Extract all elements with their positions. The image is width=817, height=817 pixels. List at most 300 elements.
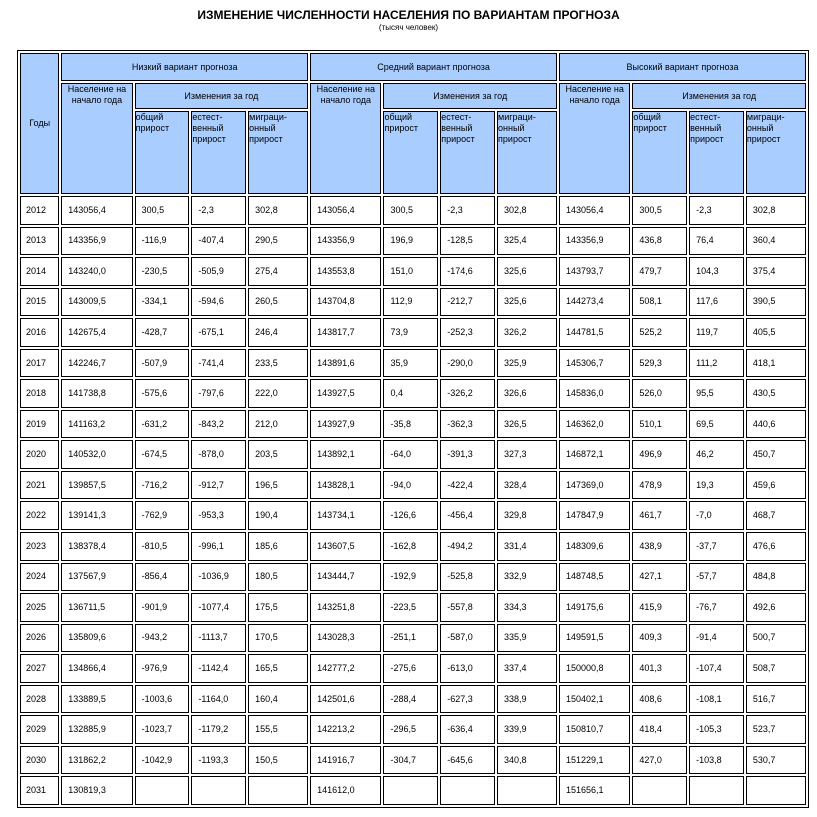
mid-natural-cell: -252,3: [440, 318, 495, 347]
high-natural-cell: [689, 776, 744, 805]
table-row: [20, 379, 806, 408]
low-total-cell: -674,5: [135, 440, 190, 469]
high-migration-cell: 492,6: [746, 593, 806, 622]
year-cell: 2031: [20, 776, 59, 805]
mid-natural-cell: -525,8: [440, 563, 495, 592]
low-natural-cell: -912,7: [191, 471, 246, 500]
high-migration-cell: 508,7: [746, 654, 806, 683]
low-population-cell: 138378,4: [61, 532, 132, 561]
low-total-cell: -762,9: [135, 501, 190, 530]
low-migration-cell: [248, 776, 308, 805]
table-row: [20, 196, 806, 225]
high-natural-cell: -2,3: [689, 196, 744, 225]
year-cell: 2018: [20, 379, 59, 408]
high-population-cell: 148309,6: [559, 532, 630, 561]
year-cell: 2012: [20, 196, 59, 225]
high-total-cell: 479,7: [632, 257, 687, 286]
low-migration-header: миграци-онный прирост: [248, 111, 308, 194]
high-natural-cell: 111,2: [689, 349, 744, 378]
high-variant-header: Высокий вариант прогноза: [559, 53, 806, 81]
high-migration-cell: 440,6: [746, 410, 806, 439]
low-population-cell: 143240,0: [61, 257, 132, 286]
mid-total-cell: -275,6: [383, 654, 438, 683]
high-migration-cell: 523,7: [746, 715, 806, 744]
mid-population-cell: 142501,6: [310, 685, 381, 714]
high-natural-cell: -7,0: [689, 501, 744, 530]
high-population-cell: 151656,1: [559, 776, 630, 805]
low-natural-cell: -1164,0: [191, 685, 246, 714]
mid-migration-cell: 325,6: [497, 257, 557, 286]
high-migration-cell: 302,8: [746, 196, 806, 225]
mid-migration-cell: 327,3: [497, 440, 557, 469]
low-total-cell: -1003,6: [135, 685, 190, 714]
year-cell: 2023: [20, 532, 59, 561]
years-header: Годы: [20, 53, 59, 194]
high-total-header: общий прирост: [632, 111, 687, 194]
high-natural-cell: 119,7: [689, 318, 744, 347]
high-population-cell: 145836,0: [559, 379, 630, 408]
high-migration-cell: 418,1: [746, 349, 806, 378]
low-total-cell: -856,4: [135, 563, 190, 592]
mid-natural-cell: -587,0: [440, 624, 495, 653]
high-migration-cell: 530,7: [746, 746, 806, 775]
forecast-table-frame: [17, 50, 809, 808]
high-population-header: Население на начало года: [559, 83, 630, 194]
low-migration-cell: 160,4: [248, 685, 308, 714]
high-natural-cell: 104,3: [689, 257, 744, 286]
high-population-cell: 143793,7: [559, 257, 630, 286]
mid-natural-cell: [440, 776, 495, 805]
mid-natural-cell: -391,3: [440, 440, 495, 469]
year-cell: 2014: [20, 257, 59, 286]
low-total-cell: -976,9: [135, 654, 190, 683]
high-migration-cell: 516,7: [746, 685, 806, 714]
low-population-cell: 136711,5: [61, 593, 132, 622]
year-cell: 2017: [20, 349, 59, 378]
table-row: [20, 685, 806, 714]
low-migration-cell: 150,5: [248, 746, 308, 775]
low-population-cell: 143009,5: [61, 288, 132, 317]
table-row: [20, 624, 806, 653]
table-row: [20, 776, 806, 805]
mid-migration-cell: 325,6: [497, 288, 557, 317]
table-body: [20, 196, 806, 805]
low-total-cell: -507,9: [135, 349, 190, 378]
mid-natural-cell: -636,4: [440, 715, 495, 744]
mid-migration-cell: 337,4: [497, 654, 557, 683]
mid-migration-cell: 339,9: [497, 715, 557, 744]
mid-natural-cell: -128,5: [440, 227, 495, 256]
table-row: [20, 471, 806, 500]
low-population-cell: 143056,4: [61, 196, 132, 225]
low-population-cell: 141738,8: [61, 379, 132, 408]
year-cell: 2016: [20, 318, 59, 347]
mid-migration-cell: 326,5: [497, 410, 557, 439]
low-population-cell: 140532,0: [61, 440, 132, 469]
table-row: [20, 227, 806, 256]
mid-population-cell: 143356,9: [310, 227, 381, 256]
low-migration-cell: 190,4: [248, 501, 308, 530]
high-natural-cell: -76,7: [689, 593, 744, 622]
high-total-cell: 409,3: [632, 624, 687, 653]
high-migration-cell: [746, 776, 806, 805]
low-total-cell: 300,5: [135, 196, 190, 225]
table-row: [20, 746, 806, 775]
low-migration-cell: 212,0: [248, 410, 308, 439]
mid-migration-cell: 338,9: [497, 685, 557, 714]
high-population-cell: 146362,0: [559, 410, 630, 439]
mid-population-cell: 143251,8: [310, 593, 381, 622]
year-cell: 2027: [20, 654, 59, 683]
mid-natural-cell: -456,4: [440, 501, 495, 530]
mid-migration-cell: 329,8: [497, 501, 557, 530]
high-population-cell: 150402,1: [559, 685, 630, 714]
mid-natural-cell: -613,0: [440, 654, 495, 683]
high-migration-header: миграци-онный прирост: [746, 111, 806, 194]
low-total-cell: -428,7: [135, 318, 190, 347]
mid-migration-cell: 340,8: [497, 746, 557, 775]
low-total-cell: -716,2: [135, 471, 190, 500]
low-natural-cell: [191, 776, 246, 805]
mid-changes-header: Изменения за год: [383, 83, 557, 109]
table-row: [20, 715, 806, 744]
low-natural-cell: -741,4: [191, 349, 246, 378]
low-population-header: Население на начало года: [61, 83, 132, 194]
mid-total-cell: -192,9: [383, 563, 438, 592]
mid-population-cell: 143891,6: [310, 349, 381, 378]
year-cell: 2030: [20, 746, 59, 775]
mid-migration-cell: 325,4: [497, 227, 557, 256]
mid-natural-header: естест-венный прирост: [440, 111, 495, 194]
high-natural-cell: 19,3: [689, 471, 744, 500]
low-total-cell: -631,2: [135, 410, 190, 439]
low-natural-cell: -675,1: [191, 318, 246, 347]
mid-migration-cell: 326,2: [497, 318, 557, 347]
table-row: [20, 318, 806, 347]
mid-migration-cell: 332,9: [497, 563, 557, 592]
high-natural-cell: -108,1: [689, 685, 744, 714]
mid-total-cell: 300,5: [383, 196, 438, 225]
high-total-cell: 438,9: [632, 532, 687, 561]
mid-migration-cell: 325,9: [497, 349, 557, 378]
low-population-cell: 135809,6: [61, 624, 132, 653]
mid-population-cell: 143828,1: [310, 471, 381, 500]
low-natural-cell: -1036,9: [191, 563, 246, 592]
high-total-cell: 436,8: [632, 227, 687, 256]
low-natural-cell: -1077,4: [191, 593, 246, 622]
high-population-cell: 143356,9: [559, 227, 630, 256]
mid-natural-cell: -362,3: [440, 410, 495, 439]
table-row: [20, 532, 806, 561]
high-population-cell: 150810,7: [559, 715, 630, 744]
low-natural-cell: -878,0: [191, 440, 246, 469]
high-natural-cell: -91,4: [689, 624, 744, 653]
low-total-header: общий прирост: [135, 111, 190, 194]
high-total-cell: 496,9: [632, 440, 687, 469]
year-cell: 2024: [20, 563, 59, 592]
low-population-cell: 132885,9: [61, 715, 132, 744]
low-migration-cell: 260,5: [248, 288, 308, 317]
mid-migration-cell: 328,4: [497, 471, 557, 500]
high-total-cell: 415,9: [632, 593, 687, 622]
low-population-cell: 130819,3: [61, 776, 132, 805]
table-row: [20, 440, 806, 469]
low-migration-cell: 165,5: [248, 654, 308, 683]
high-total-cell: 529,3: [632, 349, 687, 378]
low-natural-cell: -1179,2: [191, 715, 246, 744]
mid-natural-cell: -174,6: [440, 257, 495, 286]
high-migration-cell: 430,5: [746, 379, 806, 408]
mid-total-cell: -288,4: [383, 685, 438, 714]
low-migration-cell: 185,6: [248, 532, 308, 561]
high-total-cell: 300,5: [632, 196, 687, 225]
mid-migration-cell: [497, 776, 557, 805]
year-cell: 2026: [20, 624, 59, 653]
low-total-cell: -334,1: [135, 288, 190, 317]
low-natural-cell: -797,6: [191, 379, 246, 408]
year-cell: 2022: [20, 501, 59, 530]
low-population-cell: 142675,4: [61, 318, 132, 347]
low-migration-cell: 155,5: [248, 715, 308, 744]
mid-total-cell: 151,0: [383, 257, 438, 286]
table-row: [20, 349, 806, 378]
mid-total-cell: 73,9: [383, 318, 438, 347]
mid-natural-cell: -557,8: [440, 593, 495, 622]
mid-migration-header: миграци-онный прирост: [497, 111, 557, 194]
mid-total-cell: -296,5: [383, 715, 438, 744]
low-variant-header: Низкий вариант прогноза: [61, 53, 308, 81]
high-natural-cell: 69,5: [689, 410, 744, 439]
high-total-cell: 427,1: [632, 563, 687, 592]
high-natural-cell: -37,7: [689, 532, 744, 561]
mid-natural-cell: -494,2: [440, 532, 495, 561]
high-migration-cell: 390,5: [746, 288, 806, 317]
high-migration-cell: 484,8: [746, 563, 806, 592]
high-population-cell: 150000,8: [559, 654, 630, 683]
high-population-cell: 149175,6: [559, 593, 630, 622]
table-row: [20, 257, 806, 286]
low-total-cell: -943,2: [135, 624, 190, 653]
low-population-cell: 142246,7: [61, 349, 132, 378]
low-population-cell: 137567,9: [61, 563, 132, 592]
mid-population-cell: 142213,2: [310, 715, 381, 744]
high-total-cell: 526,0: [632, 379, 687, 408]
low-migration-cell: 222,0: [248, 379, 308, 408]
mid-natural-cell: -290,0: [440, 349, 495, 378]
mid-variant-header: Средний вариант прогноза: [310, 53, 557, 81]
low-natural-cell: -1193,3: [191, 746, 246, 775]
low-total-cell: -116,9: [135, 227, 190, 256]
low-total-cell: -575,6: [135, 379, 190, 408]
table-row: [20, 288, 806, 317]
low-natural-cell: -594,6: [191, 288, 246, 317]
low-migration-cell: 203,5: [248, 440, 308, 469]
table-row: [20, 563, 806, 592]
mid-natural-cell: -2,3: [440, 196, 495, 225]
high-natural-cell: 76,4: [689, 227, 744, 256]
mid-population-cell: 143817,7: [310, 318, 381, 347]
high-natural-cell: -57,7: [689, 563, 744, 592]
mid-natural-cell: -422,4: [440, 471, 495, 500]
year-cell: 2029: [20, 715, 59, 744]
low-natural-cell: -407,4: [191, 227, 246, 256]
mid-total-cell: -251,1: [383, 624, 438, 653]
population-forecast-table: [18, 51, 808, 807]
high-changes-header: Изменения за год: [632, 83, 806, 109]
year-cell: 2025: [20, 593, 59, 622]
mid-total-cell: -162,8: [383, 532, 438, 561]
mid-total-cell: -223,5: [383, 593, 438, 622]
mid-total-cell: 112,9: [383, 288, 438, 317]
year-cell: 2015: [20, 288, 59, 317]
low-natural-cell: -505,9: [191, 257, 246, 286]
low-migration-cell: 196,5: [248, 471, 308, 500]
high-population-cell: 151229,1: [559, 746, 630, 775]
mid-total-cell: 35,9: [383, 349, 438, 378]
high-population-cell: 143056,4: [559, 196, 630, 225]
mid-migration-cell: 335,9: [497, 624, 557, 653]
high-total-cell: 408,6: [632, 685, 687, 714]
mid-natural-cell: -627,3: [440, 685, 495, 714]
high-population-cell: 147369,0: [559, 471, 630, 500]
mid-total-cell: [383, 776, 438, 805]
low-migration-cell: 180,5: [248, 563, 308, 592]
table-row: [20, 654, 806, 683]
high-natural-cell: 117,6: [689, 288, 744, 317]
high-migration-cell: 360,4: [746, 227, 806, 256]
mid-total-header: общий прирост: [383, 111, 438, 194]
page-title: ИЗМЕНЕНИЕ ЧИСЛЕННОСТИ НАСЕЛЕНИЯ ПО ВАРИАНТАМ ПРОГНОЗА: [197, 8, 620, 22]
mid-population-cell: 143607,5: [310, 532, 381, 561]
mid-population-cell: 141612,0: [310, 776, 381, 805]
low-population-cell: 134866,4: [61, 654, 132, 683]
high-population-cell: 144781,5: [559, 318, 630, 347]
mid-population-cell: 143927,5: [310, 379, 381, 408]
high-natural-cell: 46,2: [689, 440, 744, 469]
high-natural-cell: -105,3: [689, 715, 744, 744]
high-migration-cell: 459,6: [746, 471, 806, 500]
high-migration-cell: 450,7: [746, 440, 806, 469]
high-population-cell: 145306,7: [559, 349, 630, 378]
high-natural-cell: 95,5: [689, 379, 744, 408]
high-population-cell: 147847,9: [559, 501, 630, 530]
mid-natural-cell: -212,7: [440, 288, 495, 317]
table-row: [20, 593, 806, 622]
low-natural-cell: -2,3: [191, 196, 246, 225]
low-total-cell: -1023,7: [135, 715, 190, 744]
low-natural-cell: -1142,4: [191, 654, 246, 683]
table-row: [20, 501, 806, 530]
low-population-cell: 133889,5: [61, 685, 132, 714]
mid-population-cell: 141916,7: [310, 746, 381, 775]
mid-total-cell: -94,0: [383, 471, 438, 500]
high-population-cell: 144273,4: [559, 288, 630, 317]
low-natural-cell: -843,2: [191, 410, 246, 439]
high-natural-cell: -107,4: [689, 654, 744, 683]
year-cell: 2019: [20, 410, 59, 439]
low-migration-cell: 290,5: [248, 227, 308, 256]
high-migration-cell: 405,5: [746, 318, 806, 347]
low-total-cell: [135, 776, 190, 805]
mid-total-cell: -126,6: [383, 501, 438, 530]
high-total-cell: 525,2: [632, 318, 687, 347]
low-population-cell: 139141,3: [61, 501, 132, 530]
mid-natural-cell: -645,6: [440, 746, 495, 775]
mid-migration-cell: 302,8: [497, 196, 557, 225]
low-migration-cell: 170,5: [248, 624, 308, 653]
mid-population-header: Население на начало года: [310, 83, 381, 194]
table-row: [20, 410, 806, 439]
low-natural-cell: -996,1: [191, 532, 246, 561]
low-total-cell: -230,5: [135, 257, 190, 286]
mid-migration-cell: 334,3: [497, 593, 557, 622]
low-migration-cell: 275,4: [248, 257, 308, 286]
high-total-cell: 508,1: [632, 288, 687, 317]
high-population-cell: 149591,5: [559, 624, 630, 653]
low-total-cell: -1042,9: [135, 746, 190, 775]
mid-natural-cell: -326,2: [440, 379, 495, 408]
mid-total-cell: -64,0: [383, 440, 438, 469]
mid-total-cell: 196,9: [383, 227, 438, 256]
low-migration-cell: 302,8: [248, 196, 308, 225]
mid-migration-cell: 326,6: [497, 379, 557, 408]
low-total-cell: -901,9: [135, 593, 190, 622]
high-population-cell: 148748,5: [559, 563, 630, 592]
mid-population-cell: 143553,8: [310, 257, 381, 286]
low-migration-cell: 233,5: [248, 349, 308, 378]
low-migration-cell: 175,5: [248, 593, 308, 622]
year-cell: 2028: [20, 685, 59, 714]
high-total-cell: 461,7: [632, 501, 687, 530]
mid-population-cell: 143444,7: [310, 563, 381, 592]
low-migration-cell: 246,4: [248, 318, 308, 347]
high-migration-cell: 468,7: [746, 501, 806, 530]
low-population-cell: 143356,9: [61, 227, 132, 256]
mid-total-cell: -304,7: [383, 746, 438, 775]
low-population-cell: 131862,2: [61, 746, 132, 775]
low-population-cell: 139857,5: [61, 471, 132, 500]
year-cell: 2013: [20, 227, 59, 256]
low-natural-cell: -953,3: [191, 501, 246, 530]
high-total-cell: [632, 776, 687, 805]
mid-population-cell: 143704,8: [310, 288, 381, 317]
year-cell: 2021: [20, 471, 59, 500]
high-natural-cell: -103,8: [689, 746, 744, 775]
low-changes-header: Изменения за год: [135, 83, 309, 109]
year-cell: 2020: [20, 440, 59, 469]
high-migration-cell: 476,6: [746, 532, 806, 561]
high-natural-header: естест-венный прирост: [689, 111, 744, 194]
mid-population-cell: 143028,3: [310, 624, 381, 653]
high-total-cell: 418,4: [632, 715, 687, 744]
low-natural-header: естест-венный прирост: [191, 111, 246, 194]
high-total-cell: 427,0: [632, 746, 687, 775]
mid-population-cell: 143056,4: [310, 196, 381, 225]
high-total-cell: 401,3: [632, 654, 687, 683]
mid-population-cell: 143892,1: [310, 440, 381, 469]
mid-population-cell: 143927,9: [310, 410, 381, 439]
low-population-cell: 141163,2: [61, 410, 132, 439]
high-migration-cell: 500,7: [746, 624, 806, 653]
mid-population-cell: 143734,1: [310, 501, 381, 530]
mid-total-cell: 0,4: [383, 379, 438, 408]
low-total-cell: -810,5: [135, 532, 190, 561]
high-migration-cell: 375,4: [746, 257, 806, 286]
mid-migration-cell: 331,4: [497, 532, 557, 561]
page-subtitle: (тысяч человек): [378, 23, 439, 32]
mid-population-cell: 142777,2: [310, 654, 381, 683]
high-total-cell: 478,9: [632, 471, 687, 500]
